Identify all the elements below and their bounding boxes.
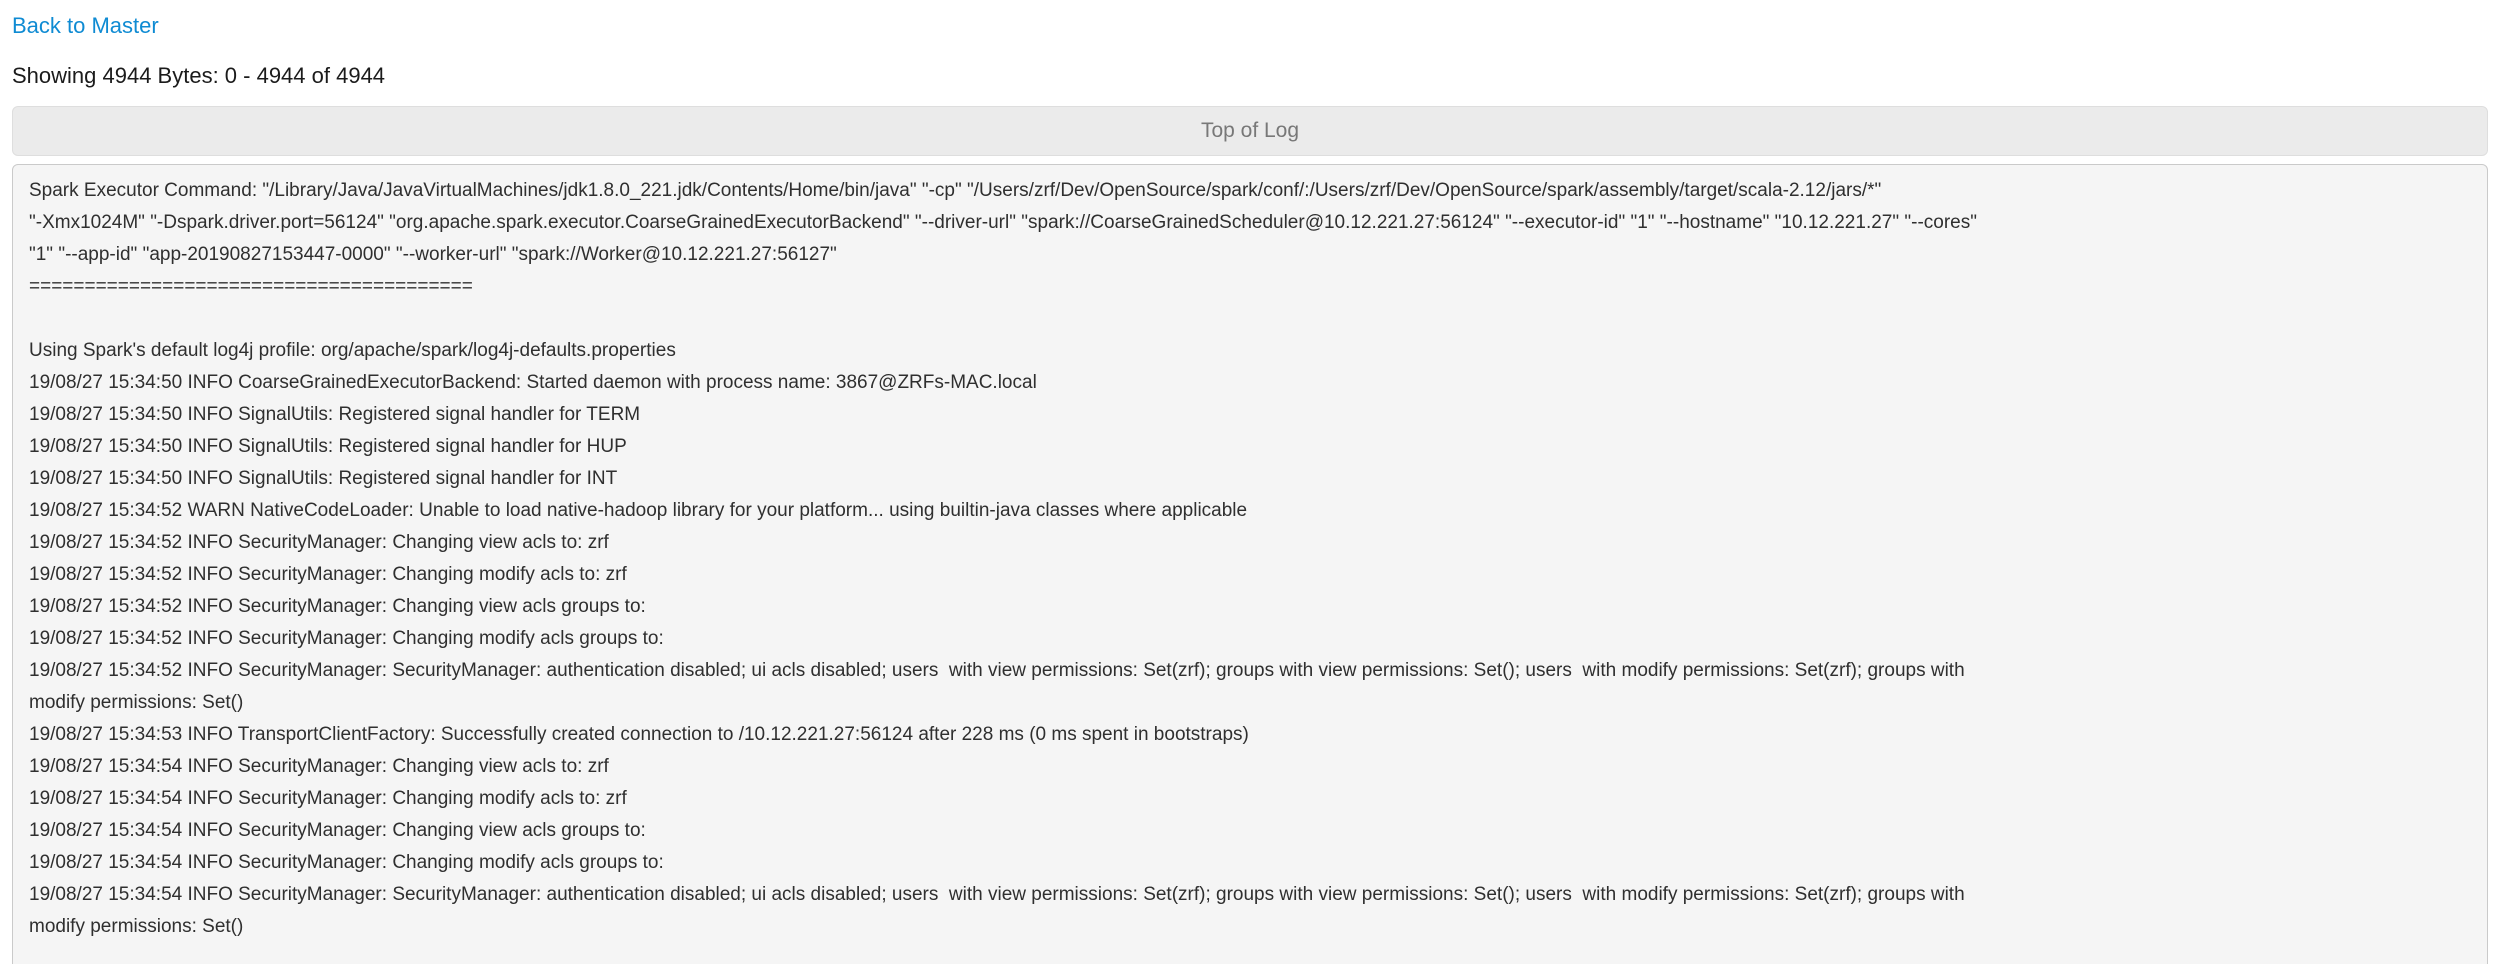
log-line: 19/08/27 15:34:52 WARN NativeCodeLoader: Unable to load native-hadoop library for your platform... using builtin-java classes where applicable <box>29 500 1248 521</box>
log-line: 19/08/27 15:34:50 INFO CoarseGrainedExecutorBackend: Started daemon with process name: 3867@ZRFs-MAC.local <box>29 372 1037 393</box>
log-line: Using Spark's default log4j profile: org/apache/spark/log4j-defaults.properties <box>29 340 676 361</box>
log-line: 19/08/27 15:34:53 INFO TransportClientFactory: Successfully created connection to /10.12.221.27:56124 after 228 ms (0 ms spent in bootstraps) <box>29 724 1249 745</box>
log-line: 19/08/27 15:34:50 INFO SignalUtils: Registered signal handler for TERM <box>29 404 641 425</box>
log-line: "-Xmx1024M" "-Dspark.driver.port=56124" "org.apache.spark.executor.CoarseGrainedExecutorBackend" "--driver-url" "spark://CoarseGrainedScheduler@10.12.221.27:56124" "--executor-id" "1" "--hostname" "10.12.221.27" "--cores" <box>29 212 1977 233</box>
log-line: 19/08/27 15:34:52 INFO SecurityManager: Changing modify acls to: zrf <box>29 564 627 585</box>
log-line: 19/08/27 15:34:50 INFO SignalUtils: Registered signal handler for INT <box>29 468 618 489</box>
log-line: 19/08/27 15:34:54 INFO SecurityManager: Changing modify acls to: zrf <box>29 788 627 809</box>
log-line: modify permissions: Set() <box>29 692 244 713</box>
byte-range-text: Showing 4944 Bytes: 0 - 4944 of 4944 <box>12 63 386 88</box>
log-line <box>29 303 2471 335</box>
log-section-header <box>12 106 2488 156</box>
log-line: 19/08/27 15:34:54 INFO SecurityManager: Changing view acls groups to: <box>29 820 646 841</box>
log-line: 19/08/27 15:34:52 INFO SecurityManager: Changing modify acls groups to: <box>29 628 664 649</box>
log-line: modify permissions: Set() <box>29 916 244 937</box>
log-line: 19/08/27 15:34:52 INFO SecurityManager: SecurityManager: authentication disabled; ui acls disabled; users with view permissions: Set(zrf); groups with view permissions: Set(); users with modify permissions: Set(zrf); groups with <box>29 660 1965 681</box>
log-content-panel <box>12 164 2488 964</box>
log-line: 19/08/27 15:34:54 INFO SecurityManager: Changing view acls to: zrf <box>29 756 609 777</box>
back-to-master-link[interactable]: Back to Master <box>12 13 159 38</box>
log-section-title: Top of Log <box>1200 119 1300 142</box>
log-line: "1" "--app-id" "app-20190827153447-0000" "--worker-url" "spark://Worker@10.12.221.27:56127" <box>29 244 837 265</box>
log-line: Spark Executor Command: "/Library/Java/JavaVirtualMachines/jdk1.8.0_221.jdk/Contents/Home/bin/java" "-cp" "/Users/zrf/Dev/OpenSource/spark/conf/:/Users/zrf/Dev/OpenSource/spark/assembly/target/scala-2.12/jars/*" <box>29 180 1882 201</box>
log-line: 19/08/27 15:34:54 INFO SecurityManager: Changing modify acls groups to: <box>29 852 664 873</box>
log-line: 19/08/27 15:34:50 INFO SignalUtils: Registered signal handler for HUP <box>29 436 627 457</box>
log-line: 19/08/27 15:34:52 INFO SecurityManager: Changing view acls to: zrf <box>29 532 609 553</box>
log-line: 19/08/27 15:34:54 INFO SecurityManager: SecurityManager: authentication disabled; ui acls disabled; users with view permissions: Set(zrf); groups with view permissions: Set(); users with modify permissions: Set(zrf); groups with <box>29 884 1965 905</box>
log-line: 19/08/27 15:34:52 INFO SecurityManager: Changing view acls groups to: <box>29 596 646 617</box>
log-line: ======================================== <box>29 276 473 297</box>
